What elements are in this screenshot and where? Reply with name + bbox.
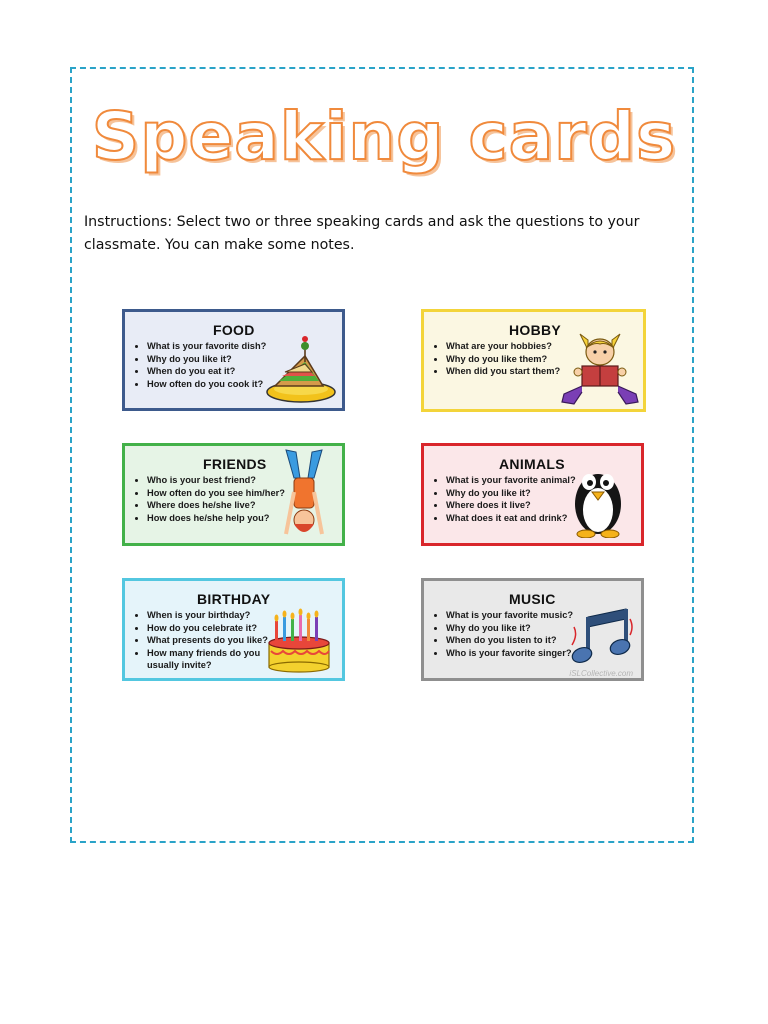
card-title: ANIMALS	[499, 456, 565, 472]
instructions-text: Instructions: Select two or three speaking cards and ask the questions to your classmate. You can make some notes.	[84, 214, 640, 253]
question-item: • Why do you like it?	[446, 622, 573, 635]
question-list	[428, 340, 560, 378]
sandwich-icon	[265, 334, 341, 406]
question-item: • Where does it live?	[446, 499, 576, 512]
question-item: • When do you eat it?	[147, 365, 266, 378]
card-title: HOBBY	[509, 322, 562, 338]
handstand-kid-icon	[280, 448, 328, 544]
question-item: • What is your favorite music?	[446, 609, 573, 622]
question-item: • When is your birthday?	[147, 609, 277, 622]
question-item: • When do you listen to it?	[446, 634, 573, 647]
question-item: • Why do you like it?	[446, 487, 576, 500]
card-title: MUSIC	[509, 591, 556, 607]
question-list	[129, 609, 277, 672]
birthday-cake-icon	[263, 607, 335, 673]
watermark: iSLCollective.com	[569, 669, 633, 678]
question-item: • What is your favorite animal?	[446, 474, 576, 487]
speaking-card-animals	[421, 443, 644, 546]
question-list	[428, 474, 576, 524]
question-item: • Why do you like it?	[147, 353, 266, 366]
question-item: • Who is your best friend?	[147, 474, 285, 487]
question-list	[428, 609, 573, 659]
page-title: Speaking cards	[91, 98, 677, 175]
question-list	[129, 474, 285, 524]
speaking-card-hobby	[421, 309, 646, 412]
card-title: BIRTHDAY	[197, 591, 271, 607]
question-item: • Why do you like them?	[446, 353, 560, 366]
speaking-card-food	[122, 309, 345, 411]
speaking-card-music	[421, 578, 644, 681]
question-item: • What does it eat and drink?	[446, 512, 576, 525]
question-item: • When did you start them?	[446, 365, 560, 378]
question-item: • How often do you see him/her?	[147, 487, 285, 500]
question-item: • What is your favorite dish?	[147, 340, 266, 353]
penguin-icon	[572, 460, 624, 538]
question-item: • What presents do you like?	[147, 634, 277, 647]
music-note-icon	[570, 605, 634, 669]
question-item: • Where does he/she live?	[147, 499, 285, 512]
question-item: • Who is your favorite singer?	[446, 647, 573, 660]
question-item: • How often do you cook it?	[147, 378, 266, 391]
question-item: • How does he/she help you?	[147, 512, 285, 525]
card-title: FOOD	[213, 322, 255, 338]
reading-kid-icon	[558, 332, 642, 408]
question-item: • What are your hobbies?	[446, 340, 560, 353]
question-list	[129, 340, 266, 390]
question-item: • How many friends do you usually invite?	[147, 647, 277, 672]
card-title: FRIENDS	[203, 456, 267, 472]
speaking-card-friends	[122, 443, 345, 546]
speaking-card-birthday	[122, 578, 345, 681]
question-item: • How do you celebrate it?	[147, 622, 277, 635]
